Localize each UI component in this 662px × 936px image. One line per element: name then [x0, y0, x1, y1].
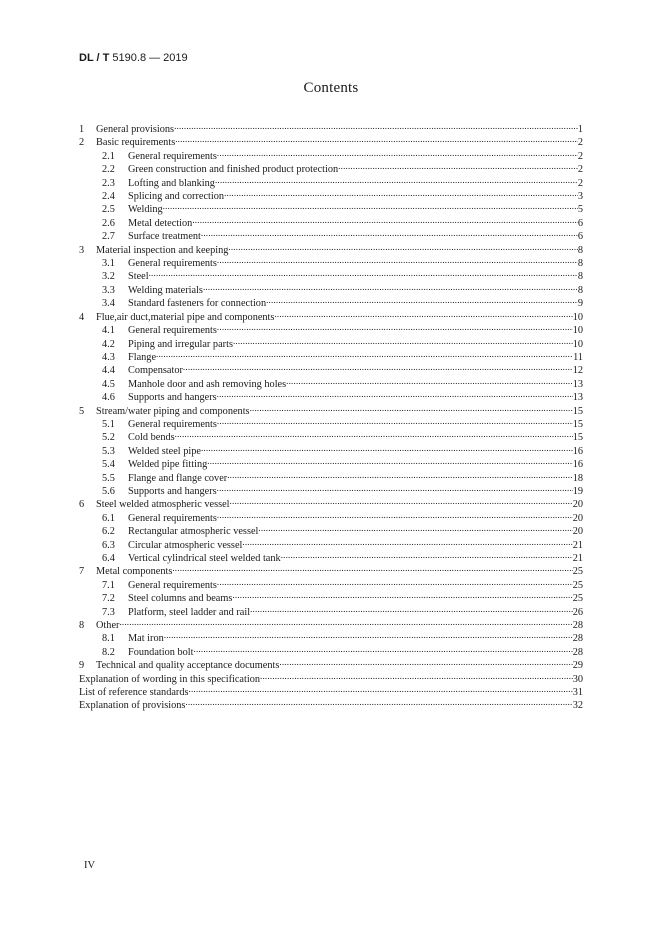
toc-entry-page: 10 — [572, 325, 583, 337]
toc-entry-number: 8.2 — [102, 646, 115, 658]
toc-entry-title: Flange and flange cover — [128, 472, 228, 484]
toc-dot-leader — [217, 253, 578, 266]
toc-entry-number: 2.7 — [102, 231, 115, 243]
toc-entry-page: 3 — [577, 191, 583, 203]
toc-entry-number: 5.4 — [102, 459, 115, 471]
toc-entry-number: 4.4 — [102, 365, 115, 377]
toc-entry[interactable] — [79, 119, 583, 135]
toc-entry-title: Vertical cylindrical steel welded tank — [128, 553, 281, 564]
toc-dot-leader — [281, 548, 573, 561]
toc-entry-page: 5 — [577, 204, 583, 216]
toc-dot-leader — [233, 334, 573, 347]
toc-entry-number: 6.1 — [102, 512, 115, 524]
toc-entry-title: Lofting and blanking — [128, 177, 215, 189]
toc-entry-page: 18 — [572, 472, 583, 484]
toc-entry-number: 4 — [79, 311, 85, 323]
toc-entry-page: 9 — [577, 298, 583, 310]
toc-entry-number: 5 — [79, 405, 85, 417]
toc-dot-leader — [217, 481, 573, 494]
toc-dot-leader — [217, 414, 573, 427]
toc-dot-leader — [274, 307, 572, 320]
toc-entry-number: 8 — [79, 620, 85, 632]
toc-dot-leader — [149, 266, 578, 279]
toc-entry-page: 16 — [572, 459, 583, 471]
toc-entry-number: 7.1 — [102, 579, 115, 591]
toc-entry-page: 10 — [572, 311, 583, 323]
toc-entry-title: Mat iron — [128, 633, 164, 645]
toc-entry-title: Welded pipe fitting — [128, 459, 208, 471]
toc-entry-page: 1 — [577, 124, 583, 135]
toc-entry-title: Flange — [128, 351, 157, 363]
toc-entry-number: 2.1 — [102, 150, 115, 162]
toc-entry-title: Steel columns and beams — [128, 593, 233, 605]
toc-entry-page: 28 — [572, 620, 583, 632]
toc-entry-number: 3.1 — [102, 258, 115, 270]
toc-dot-leader — [156, 347, 573, 360]
toc-entry-title: General provisions — [96, 124, 175, 135]
toc-entry-number: 6.2 — [102, 526, 115, 538]
toc-dot-leader — [201, 441, 573, 454]
toc-entry-title: Technical and quality acceptance documents — [96, 660, 280, 672]
toc-dot-leader — [286, 374, 573, 387]
toc-entry-number: 2.3 — [102, 177, 115, 189]
toc-entry-title: Supports and hangers — [128, 392, 217, 404]
toc-entry-title: Stream/water piping and components — [96, 405, 250, 417]
toc-dot-leader — [174, 119, 578, 132]
page-title: Contents — [303, 80, 359, 96]
toc-entry-page: 21 — [572, 539, 583, 551]
toc-entry-page: 19 — [572, 485, 583, 497]
toc-entry-title: General requirements — [128, 418, 217, 430]
toc-entry-page: 2 — [577, 137, 583, 149]
toc-entry-number: 3.4 — [102, 298, 115, 310]
toc-entry-page: 16 — [572, 445, 583, 457]
toc-entry[interactable] — [79, 628, 583, 645]
toc-entry-title: Welded steel pipe — [128, 445, 201, 457]
toc-dot-leader — [207, 454, 572, 467]
standard-code-header — [79, 52, 188, 64]
toc-dot-leader — [250, 401, 573, 414]
toc-entry-number: 4.5 — [102, 378, 115, 390]
toc-entry[interactable] — [79, 615, 583, 632]
toc-dot-leader — [217, 387, 573, 400]
toc-dot-leader — [175, 427, 573, 440]
toc-dot-leader — [192, 213, 578, 226]
toc-entry-title: General requirements — [128, 325, 217, 337]
toc-entry-title: Steel welded atmospheric vessel — [96, 499, 230, 511]
table-of-contents — [79, 119, 583, 712]
toc-entry-number: 2.2 — [102, 164, 115, 176]
toc-entry-page: 31 — [572, 687, 583, 699]
toc-entry-page: 28 — [572, 633, 583, 645]
toc-entry-title: Basic requirements — [96, 137, 176, 149]
toc-dot-leader — [201, 226, 578, 239]
toc-entry-page: 2 — [577, 164, 583, 176]
toc-entry-title: Other — [96, 620, 120, 632]
toc-dot-leader — [172, 561, 572, 574]
toc-entry-number: 5.3 — [102, 445, 115, 457]
toc-entry-number: 4.2 — [102, 338, 115, 350]
toc-dot-leader — [258, 521, 572, 534]
toc-entry-title: Foundation bolt — [128, 646, 194, 658]
toc-entry-page: 30 — [572, 673, 583, 685]
toc-entry-number: 7.2 — [102, 593, 115, 605]
toc-entry-title: Welding materials — [128, 284, 203, 296]
toc-entry-page: 15 — [572, 418, 583, 430]
toc-entry-page: 15 — [572, 432, 583, 444]
toc-entry-page: 6 — [577, 217, 583, 229]
toc-entry-number: 2.4 — [102, 191, 115, 203]
toc-entry-page: 20 — [572, 526, 583, 538]
toc-dot-leader — [217, 508, 573, 521]
toc-entry-number: 2.6 — [102, 217, 115, 229]
toc-entry-title: Flue,air duct,material pipe and components — [96, 311, 275, 323]
toc-entry-page: 15 — [572, 405, 583, 417]
toc-entry-title: Standard fasteners for connection — [128, 298, 267, 310]
toc-entry-title: Explanation of provisions — [79, 700, 186, 712]
toc-entry-title: Rectangular atmospheric vessel — [128, 526, 259, 538]
toc-entry-page: 13 — [572, 392, 583, 404]
toc-entry[interactable] — [79, 266, 583, 283]
toc-entry-number: 5.6 — [102, 485, 115, 497]
toc-dot-leader — [183, 360, 573, 373]
toc-entry-page: 32 — [572, 700, 583, 712]
toc-entry-page: 25 — [572, 593, 583, 605]
toc-entry-title: Explanation of wording in this specification — [79, 673, 261, 685]
toc-dot-leader — [217, 575, 573, 588]
toc-entry-number: 7.3 — [102, 606, 115, 618]
toc-entry-number: 3.3 — [102, 284, 115, 296]
toc-entry-number: 5.2 — [102, 432, 115, 444]
toc-entry-title: General requirements — [128, 579, 217, 591]
toc-entry-page: 6 — [577, 231, 583, 243]
toc-entry-title: Manhole door and ash removing holes — [128, 378, 287, 390]
toc-entry-title: Material inspection and keeping — [96, 244, 229, 256]
toc-entry-title: Steel — [128, 271, 149, 283]
toc-entry-number: 3.2 — [102, 271, 115, 283]
toc-dot-leader — [279, 655, 572, 668]
toc-entry-title: Cold bends — [128, 432, 175, 444]
toc-entry-page: 26 — [572, 606, 583, 618]
toc-dot-leader — [119, 615, 572, 628]
toc-entry-number: 4.6 — [102, 392, 115, 404]
toc-entry-page: 8 — [577, 284, 583, 296]
toc-dot-leader — [185, 695, 572, 708]
standard-code-prefix: DL / T — [79, 52, 110, 64]
toc-entry-page: 21 — [572, 553, 583, 564]
toc-dot-leader — [175, 132, 578, 145]
toc-entry-page: 11 — [573, 351, 583, 363]
toc-dot-leader — [217, 146, 578, 159]
toc-entry-page: 25 — [572, 579, 583, 591]
toc-entry-number: 7 — [79, 566, 85, 578]
toc-entry-number: 6.3 — [102, 539, 115, 551]
toc-entry-title: Supports and hangers — [128, 485, 217, 497]
toc-dot-leader — [164, 628, 573, 641]
toc-entry-number: 1 — [79, 124, 85, 135]
toc-entry-number: 9 — [79, 660, 85, 672]
toc-entry-number: 4.1 — [102, 325, 115, 337]
toc-entry-title: Metal components — [96, 566, 173, 578]
toc-entry-title: Green construction and finished product protection — [128, 164, 339, 176]
toc-dot-leader — [217, 320, 573, 333]
standard-code-number: 5190.8 — 2019 — [109, 52, 188, 64]
toc-entry-page: 2 — [577, 177, 583, 189]
toc-entry-number: 5.1 — [102, 418, 115, 430]
toc-dot-leader — [228, 240, 577, 253]
toc-entry-page: 2 — [577, 150, 583, 162]
toc-entry[interactable] — [79, 280, 583, 296]
toc-entry-page: 25 — [572, 566, 583, 578]
toc-entry-number: 6 — [79, 499, 85, 511]
toc-entry-number: 2.5 — [102, 204, 115, 216]
toc-dot-leader — [224, 186, 578, 199]
toc-dot-leader — [230, 494, 573, 507]
toc-entry-title: Circular atmospheric vessel — [128, 539, 243, 551]
toc-entry-number: 2 — [79, 137, 85, 149]
toc-entry-title: Platform, steel ladder and rail — [128, 606, 251, 618]
toc-entry-title: List of reference standards — [79, 687, 189, 699]
page-number-footer: IV — [84, 860, 96, 871]
toc-dot-leader — [338, 159, 578, 172]
toc-entry-title: Metal detection — [128, 217, 193, 229]
toc-entry-page: 8 — [577, 258, 583, 270]
toc-dot-leader — [232, 588, 572, 601]
toc-dot-leader — [260, 669, 573, 682]
toc-entry-title: Splicing and correction — [128, 191, 225, 203]
toc-entry-number: 3 — [79, 244, 85, 256]
toc-entry-number: 8.1 — [102, 633, 115, 645]
toc-dot-leader — [163, 199, 578, 212]
toc-dot-leader — [266, 293, 578, 306]
toc-entry-page: 12 — [572, 365, 583, 377]
toc-entry-title: Surface treatment — [128, 231, 201, 243]
toc-entry-number: 5.5 — [102, 472, 115, 484]
toc-dot-leader — [227, 468, 572, 481]
toc-entry-page: 8 — [577, 271, 583, 283]
toc-entry-number: 6.4 — [102, 553, 115, 564]
toc-entry-page: 20 — [572, 512, 583, 524]
toc-entry-page: 20 — [572, 499, 583, 511]
toc-dot-leader — [250, 602, 573, 615]
toc-dot-leader — [189, 682, 573, 695]
toc-entry-page: 13 — [572, 378, 583, 390]
toc-entry-page: 10 — [572, 338, 583, 350]
toc-entry-title: Welding — [128, 204, 163, 216]
toc-entry-title: Piping and irregular parts — [128, 338, 233, 350]
toc-entry-title: General requirements — [128, 150, 217, 162]
toc-dot-leader — [242, 535, 572, 548]
toc-dot-leader — [203, 280, 578, 293]
toc-dot-leader — [215, 173, 578, 186]
toc-entry-number: 4.3 — [102, 351, 115, 363]
toc-entry-title: General requirements — [128, 258, 217, 270]
toc-entry-page: 8 — [577, 244, 583, 256]
toc-entry-title: Compensator — [128, 365, 183, 377]
toc-entry-page: 29 — [572, 660, 583, 672]
toc-entry-page: 28 — [572, 646, 583, 658]
toc-entry-title: General requirements — [128, 512, 217, 524]
toc-dot-leader — [194, 642, 573, 655]
